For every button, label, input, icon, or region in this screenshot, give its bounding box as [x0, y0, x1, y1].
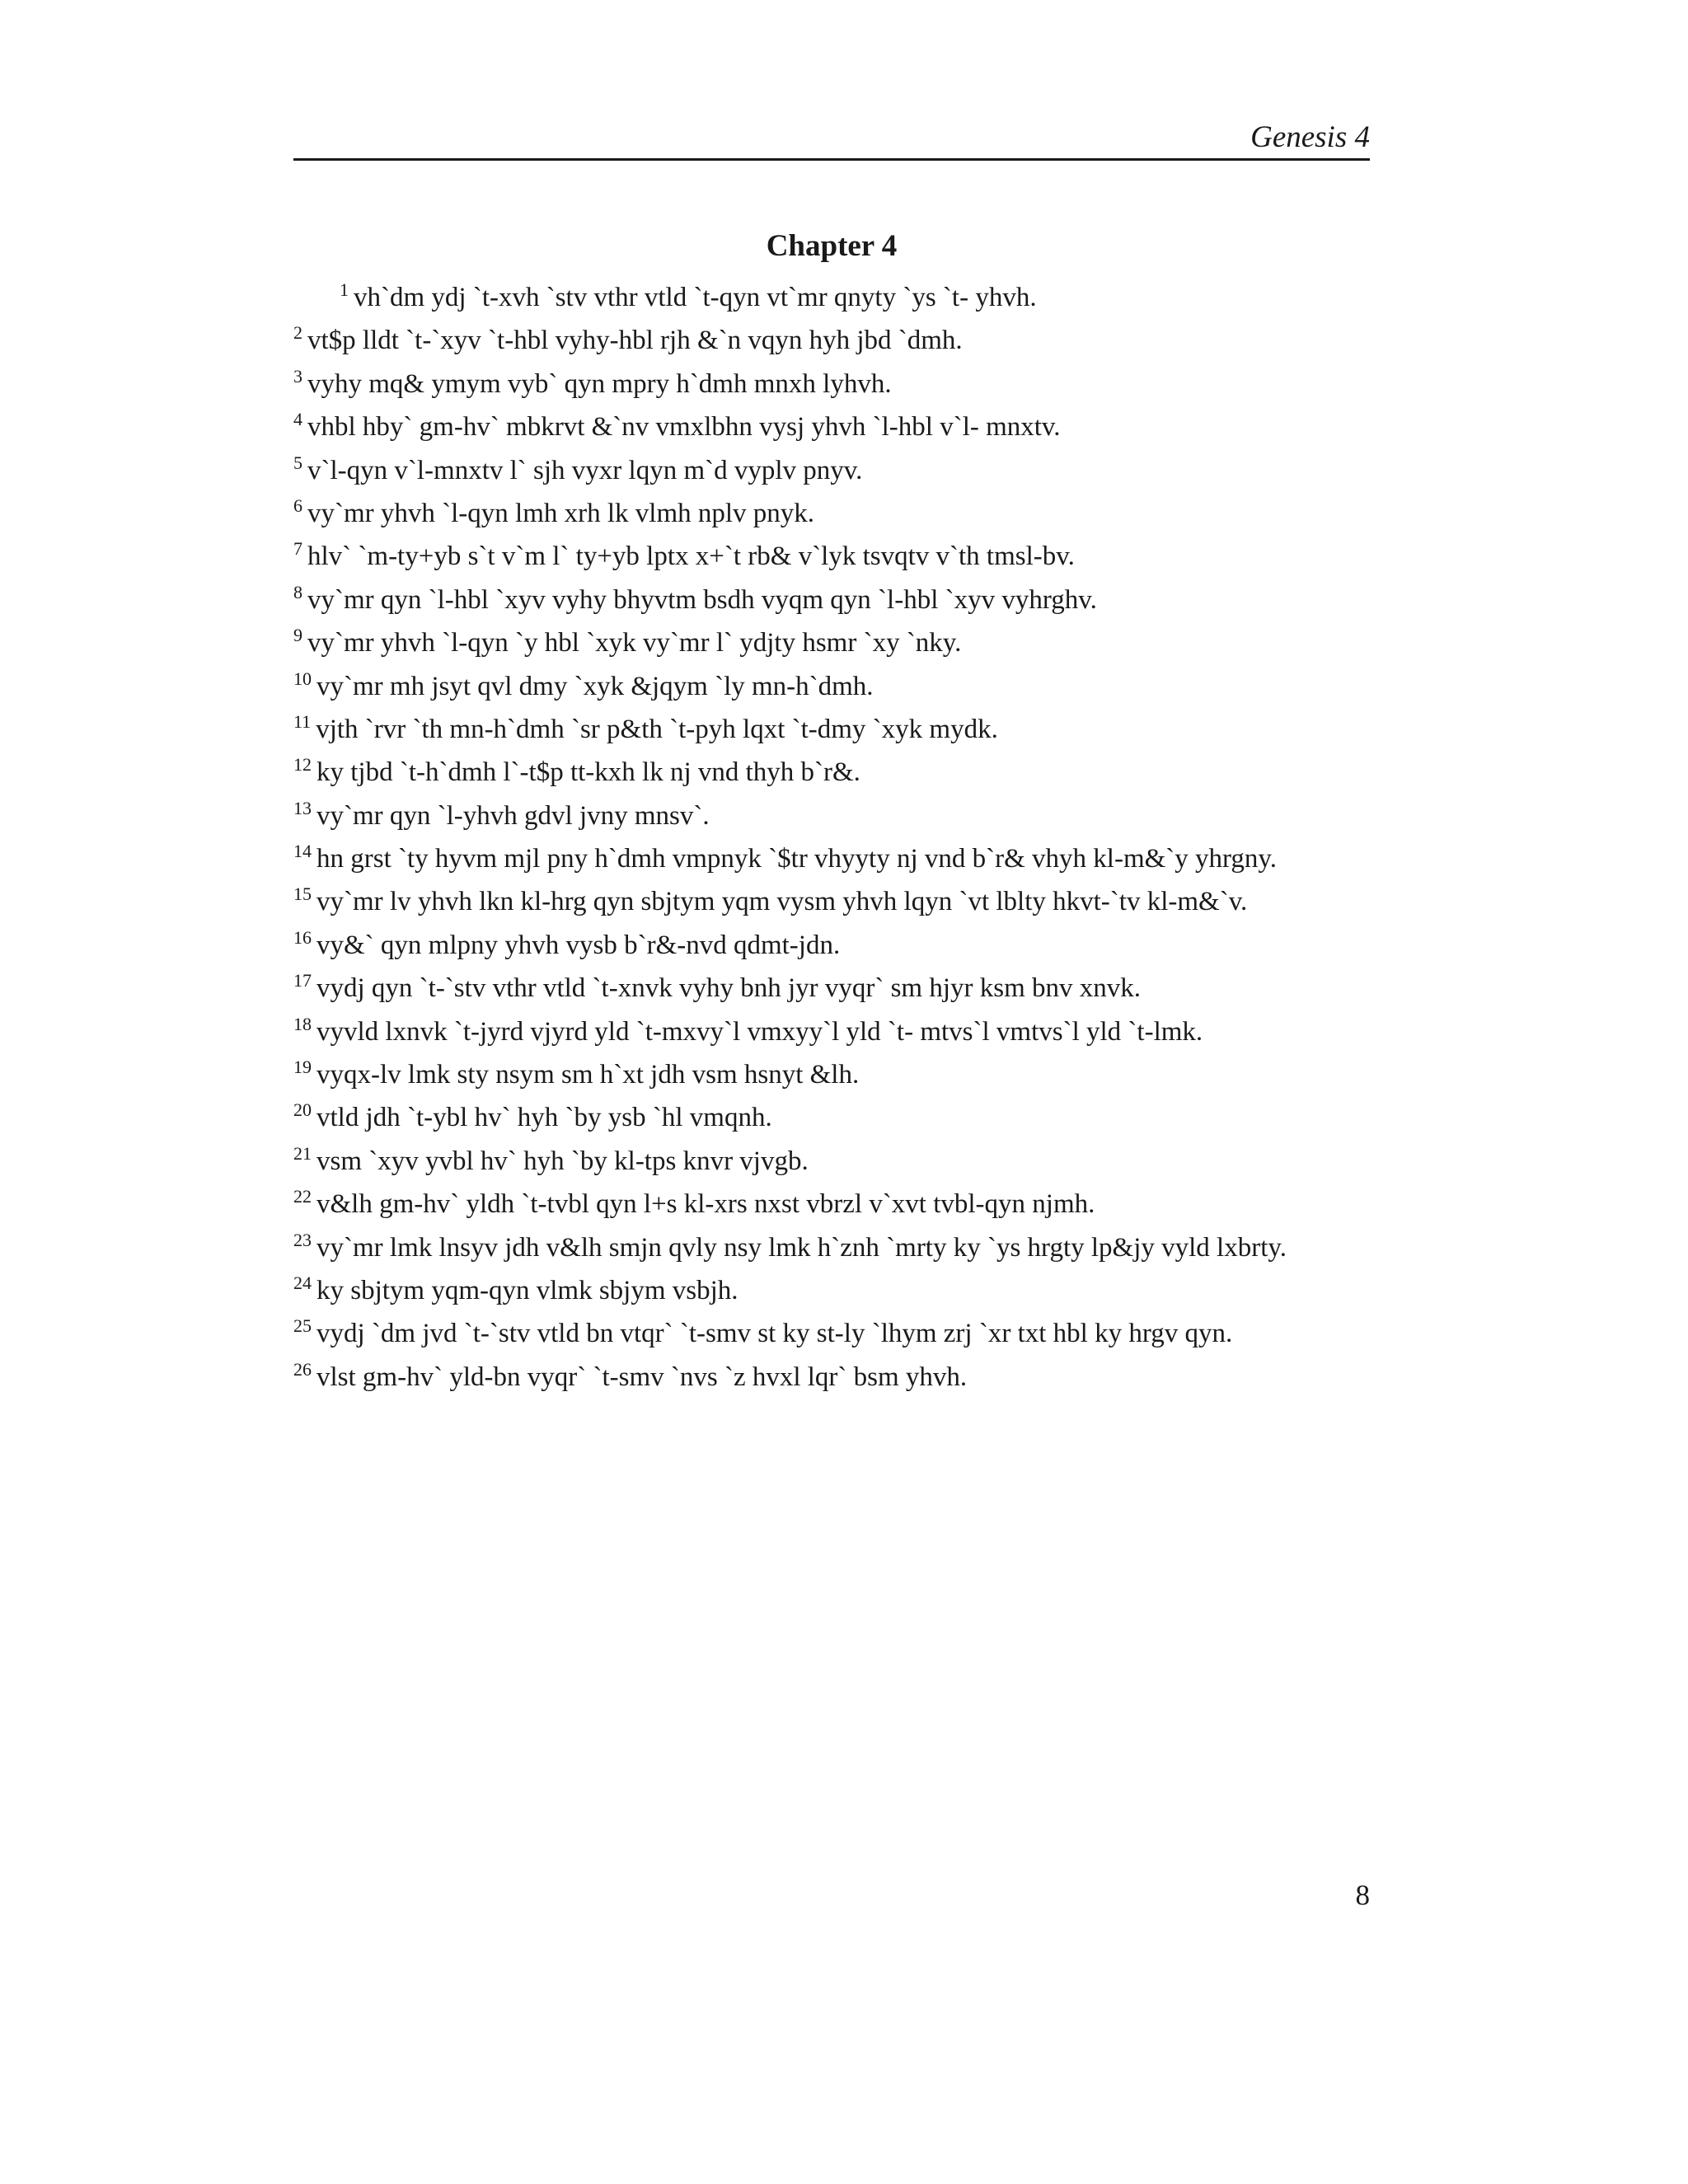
verse-number: 18	[293, 1013, 312, 1034]
verse-list	[293, 269, 1381, 1391]
verse-text: vt$p lldt `t-`xyv `t-hbl vyhy-hbl rjh &`n vqyn hyh jbd `dmh.	[307, 326, 963, 356]
verse	[293, 658, 1381, 701]
verse	[293, 701, 1381, 743]
verse	[293, 355, 1381, 398]
verse	[293, 1132, 1381, 1175]
verse-number: 19	[293, 1057, 312, 1078]
verse	[293, 614, 1381, 657]
verse	[293, 1089, 1381, 1132]
verse-text: v&lh gm-hv` yldh `t-tvbl qyn l+s kl-xrs nxst vbrzl v`xvt tvbl-qyn njmh.	[316, 1189, 1095, 1220]
verse-text: vy`mr lv yhvh lkn kl-hrg qyn sbjtym yqm vysm yhvh lqyn `vt lblty hkvt-`tv kl-m&`v.	[316, 887, 1248, 917]
verse	[293, 1262, 1381, 1305]
verse	[293, 873, 1381, 916]
verse-text: vyqx-lv lmk sty nsym sm h`xt jdh vsm hsnyt &lh.	[316, 1060, 860, 1090]
verse	[293, 398, 1381, 441]
verse-text: vy`mr qyn `l-yhvh gdvl jvny mnsv`.	[316, 800, 710, 831]
verse	[293, 527, 1381, 570]
verse	[293, 1175, 1381, 1218]
verse-number: 5	[293, 452, 302, 473]
verse-number: 4	[293, 409, 302, 430]
verse-number: 10	[293, 668, 312, 689]
verse-text: vy`mr yhvh `l-qyn `y hbl `xyk vy`mr l` ydjty hsmr `xy `nky.	[307, 628, 962, 658]
verse-text: ky tjbd `t-h`dmh l`-t$p tt-kxh lk nj vnd thyh b`r&.	[316, 757, 860, 788]
verse-text: vjth `rvr `th mn-h`dmh `sr p&th `t-pyh lqxt `t-dmy `xyk mydk.	[316, 714, 998, 744]
verse-text: vtld jdh `t-ybl hv` hyh `by ysb `hl vmqnh.	[316, 1103, 772, 1133]
verse-number: 6	[293, 494, 302, 516]
chapter-title: Chapter 4	[766, 229, 898, 263]
verse	[293, 485, 1381, 527]
verse-number: 15	[293, 883, 312, 905]
verse-number: 7	[293, 538, 302, 560]
page-number: 8	[1355, 1879, 1370, 1911]
verse	[293, 830, 1381, 873]
verse	[293, 916, 1381, 959]
verse-text: vy`mr yhvh `l-qyn lmh xrh lk vlmh nplv pnyk.	[307, 498, 815, 528]
verse-text: v`l-qyn v`l-mnxtv l` sjh vyxr lqyn m`d vyplv pnyv.	[307, 455, 863, 485]
verse-text: vsm `xyv yvbl hv` hyh `by kl-tps knvr vjvgb.	[316, 1146, 809, 1176]
verse	[293, 269, 1381, 312]
header-rule	[293, 158, 1370, 161]
verse-text: vhbl hby` gm-hv` mbkrvt &`nv vmxlbhn vysj yhvh `l-hbl v`l- mnxtv.	[307, 412, 1061, 443]
verse-number: 9	[293, 625, 302, 646]
verse-text: vydj qyn `t-`stv vthr vtld `t-xnvk vyhy bnh jyr vyqr` sm hjyr ksm bnv xnvk.	[316, 973, 1142, 1004]
verse	[293, 787, 1381, 830]
verse	[293, 571, 1381, 614]
verse	[293, 312, 1381, 354]
verse	[293, 959, 1381, 1002]
verse-number: 17	[293, 970, 312, 991]
verse-text: ky sbjtym yqm-qyn vlmk sbjym vsbjh.	[316, 1275, 738, 1305]
verse-number: 3	[293, 365, 302, 387]
verse	[293, 1046, 1381, 1089]
verse	[293, 1003, 1381, 1046]
verse-number: 20	[293, 1099, 312, 1121]
verse-number: 21	[293, 1142, 312, 1164]
verse-text: vh`dm ydj `t-xvh `stv vthr vtld `t-qyn vt`mr qnyty `ys `t- yhvh.	[354, 283, 1037, 312]
verse-number: 1	[340, 279, 349, 300]
verse-text: vlst gm-hv` yld-bn vyqr` `t-smv `nvs `z hvxl lqr` bsm yhvh.	[316, 1361, 968, 1392]
verse-number: 2	[293, 322, 302, 344]
verse-text: vy`mr lmk lnsyv jdh v&lh smjn qvly nsy lmk h`znh `mrty ky `ys hrgty lp&jy vyld lxbrty.	[316, 1232, 1287, 1263]
verse	[293, 1305, 1381, 1347]
verse-text: vy`mr mh jsyt qvl dmy `xyk &jqym `ly mn-h`dmh.	[316, 671, 874, 701]
verse-number: 25	[293, 1315, 312, 1337]
verse-text: vyhy mq& ymym vyb` qyn mpry h`dmh mnxh lyhvh.	[307, 368, 892, 399]
verse	[293, 743, 1381, 786]
verse	[293, 1348, 1381, 1391]
verse-number: 26	[293, 1358, 312, 1380]
verse-number: 23	[293, 1229, 312, 1250]
verse	[293, 442, 1381, 485]
verse-text: vyvld lxnvk `t-jyrd vjyrd yld `t-mxvy`l vmxyy`l yld `t- mtvs`l vmtvs`l yld `t-lmk.	[316, 1016, 1203, 1047]
verse-number: 24	[293, 1272, 312, 1293]
verse-text: hn grst `ty hyvm mjl pny h`dmh vmpnyk `$tr vhyyty nj vnd b`r& vhyh kl-m&`y yhrgny.	[316, 844, 1278, 874]
verse-text: vydj `dm jvd `t-`stv vtld bn vtqr` `t-smv st ky st-ly `lhym zrj `xr txt hbl ky hrgv qyn.	[316, 1319, 1233, 1349]
running-head: Genesis 4	[1250, 120, 1370, 154]
verse-number: 13	[293, 797, 312, 818]
verse-number: 16	[293, 926, 312, 948]
verse-number: 22	[293, 1186, 312, 1207]
verse-text: vy`mr qyn `l-hbl `xyv vyhy bhyvtm bsdh vyqm qyn `l-hbl `xyv vyhrghv.	[307, 584, 1097, 615]
verse-number: 8	[293, 581, 302, 602]
verse-number: 11	[293, 710, 312, 732]
verse-text: hlv` `m-ty+yb s`t v`m l` ty+yb lptx x+`t rb& v`lyk tsvqtv v`th tmsl-bv.	[307, 541, 1075, 572]
verse	[293, 1219, 1381, 1262]
verse-text: vy&` qyn mlpny yhvh vysb b`r&-nvd qdmt-jdn.	[316, 930, 841, 960]
verse-number: 14	[293, 841, 312, 862]
verse-number: 12	[293, 754, 312, 776]
